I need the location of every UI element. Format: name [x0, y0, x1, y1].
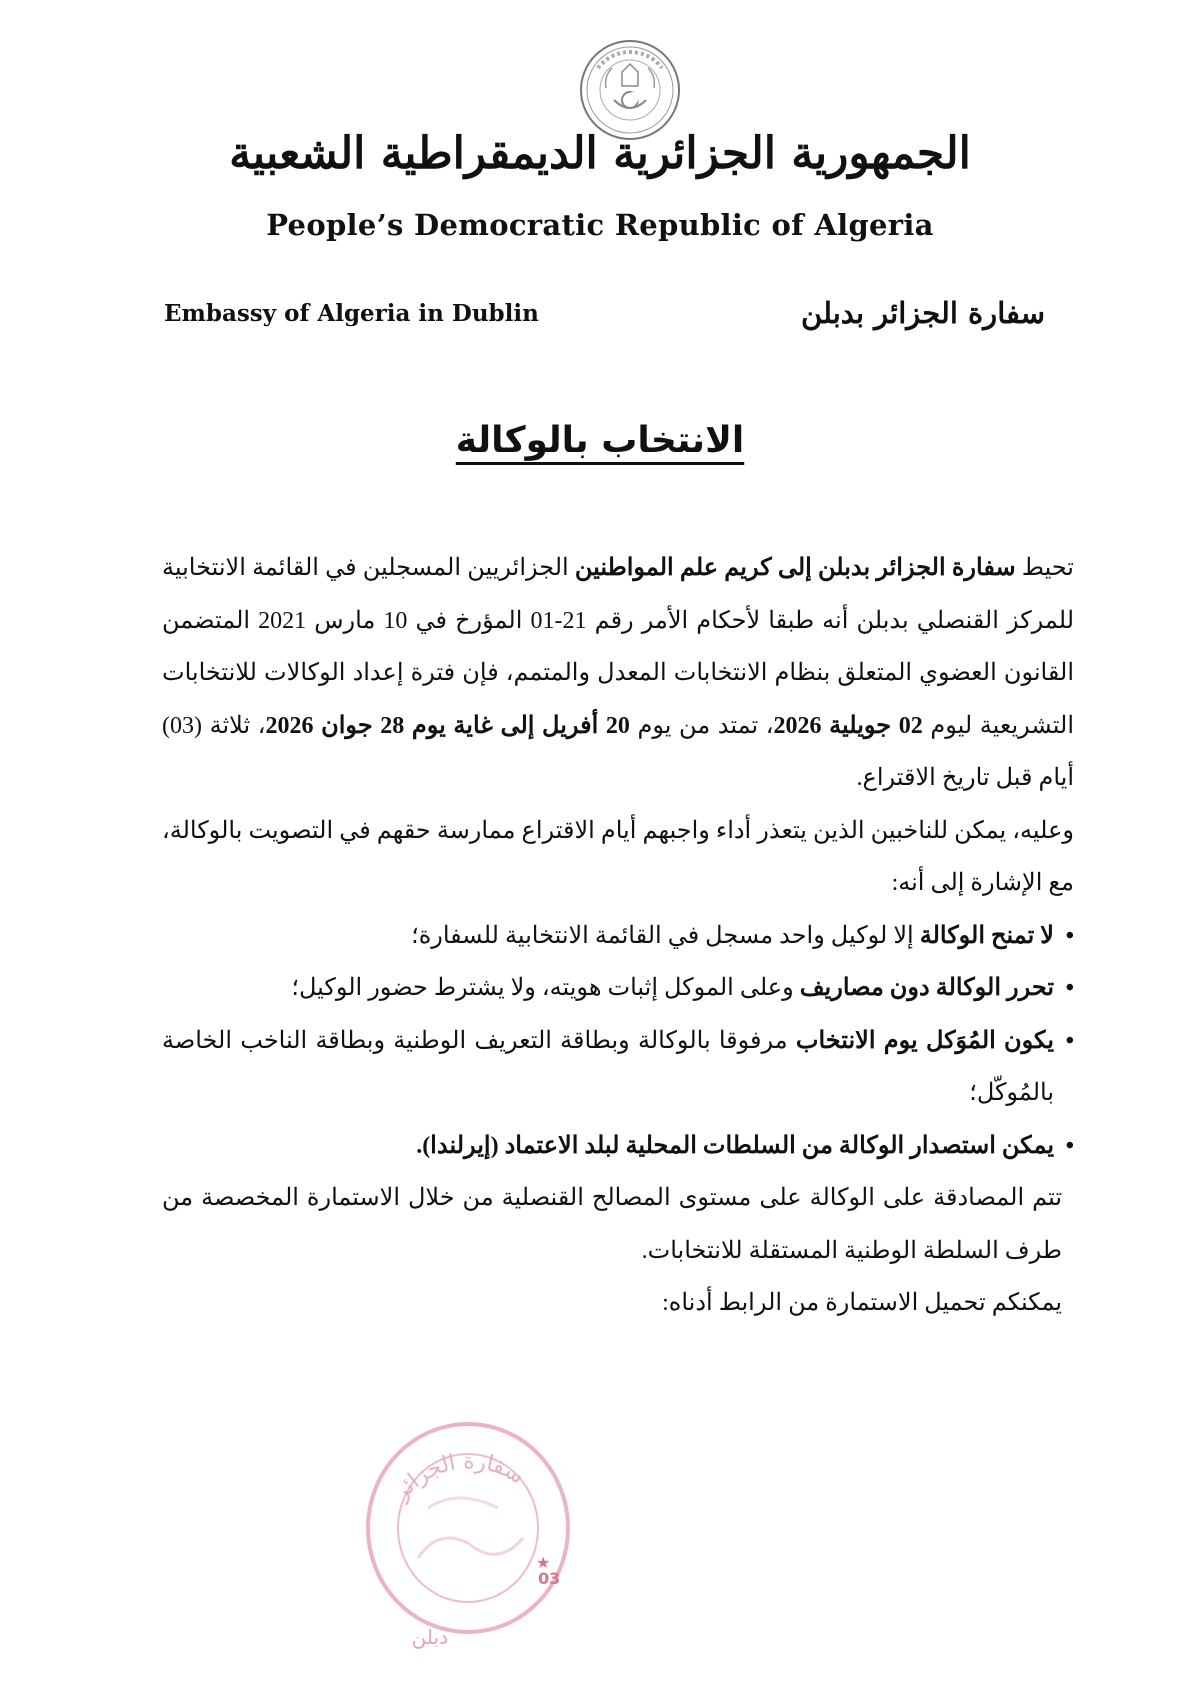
embassy-stamp — [348, 1408, 588, 1658]
english-republic-title: People’s Democratic Republic of Algeria — [266, 208, 934, 242]
arabic-republic-title: الجمهورية الجزائرية الديمقراطية الشعبية — [229, 128, 971, 179]
stamp-number: 03 — [538, 1569, 561, 1588]
list-item: • يكون المُوَكل يوم الانتخاب مرفوقا بالوكالة وبطاقة التعريف الوطنية وبطاقة الناخب الخاصة بالمُوكّل؛ — [162, 1015, 1074, 1120]
notice-paragraph: وعليه، يمكن للناخبين الذين يتعذر أداء واجبهم أيام الاقتراع ممارسة حقهم في التصويت بالوكالة، مع الإشارة إلى أنه: — [162, 817, 1074, 896]
embassy-name-arabic: سفارة الجزائر بدبلن — [801, 296, 1045, 330]
star-icon: ★ — [536, 1553, 551, 1572]
stamp-bottom-text: دبلن — [411, 1625, 448, 1649]
authentication-paragraph: تتم المصادقة على الوكالة على مستوى المصالح القنصلية من خلال الاستمارة المخصصة من طرف السلطة الوطنية المستقلة للانتخابات. — [162, 1185, 1062, 1264]
embassy-name-english: Embassy of Algeria in Dublin — [164, 300, 539, 327]
intro-paragraph: تحيط سفارة الجزائر بدبلن إلى كريم علم المواطنين الجزائريين المسجلين في القائمة الانتخابية للمركز القنصلي بدبلن أنه طبقا لأحكام الأمر رقم 21-01 المؤرخ في 10 مارس 2021 المتضمن القانون العضوي المتعلق بنظام الانتخابات المعدل والمتمم، فإن فترة إعداد الوكالات للانتخابات التشريعية ليوم 02 جويلية 2026، تمتد من يوم 20 أفريل إلى غاية يوم 28 جوان 2026، ثلاثة (03) أيام قبل تاريخ الاقتراع. — [162, 555, 1075, 791]
algeria-emblem-seal — [578, 38, 682, 142]
download-instruction: يمكنكم تحميل الاستمارة من الرابط أدناه: — [662, 1290, 1062, 1316]
list-item: • لا تمنح الوكالة إلا لوكيل واحد مسجل في القائمة الانتخابية للسفارة؛ — [162, 910, 1074, 963]
document-title — [0, 420, 1200, 461]
document-title-text: الانتخاب بالوكالة — [455, 420, 745, 461]
list-item: • تحرر الوكالة دون مصاريف وعلى الموكل إثبات هويته، ولا يشترط حضور الوكيل؛ — [162, 962, 1074, 1015]
document-body — [162, 542, 1074, 1330]
list-item: • يمكن استصدار الوكالة من السلطات المحلية لبلد الاعتماد (إيرلندا). — [162, 1120, 1074, 1173]
conditions-list — [162, 910, 1074, 1173]
stamp-top-text: سفارة الجزائر — [388, 1449, 529, 1506]
